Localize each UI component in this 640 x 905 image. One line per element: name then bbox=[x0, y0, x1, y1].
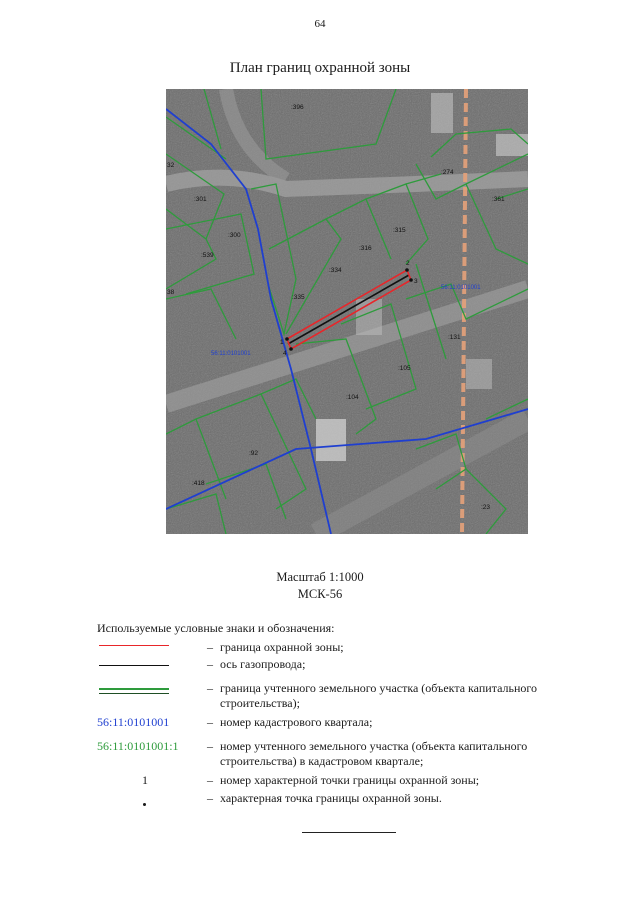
red-line-icon bbox=[99, 645, 169, 646]
coordinate-system: МСК-56 bbox=[297, 587, 343, 601]
boundary-point bbox=[289, 347, 293, 351]
parcel-label: :92 bbox=[249, 450, 259, 457]
quarter-label: 56:11:0101001 bbox=[441, 285, 481, 291]
legend-item-parcel-boundary bbox=[97, 681, 587, 715]
boundary-point bbox=[409, 278, 413, 282]
quarter-label: 56:11:0101001 bbox=[211, 351, 251, 357]
legend-dash: – bbox=[207, 773, 213, 787]
parcel-label: :300 bbox=[228, 232, 241, 239]
point-dot-icon bbox=[143, 803, 146, 806]
legend-heading: Используемые условные знаки и обозначения: bbox=[97, 621, 335, 635]
parcel-label: :316 bbox=[359, 245, 372, 252]
building bbox=[466, 359, 492, 389]
black-line-icon bbox=[99, 665, 169, 666]
building bbox=[496, 134, 528, 156]
parcel-label: 38 bbox=[167, 289, 175, 296]
parcel-label: :335 bbox=[292, 294, 305, 301]
page-title: План границ охранной зоны bbox=[229, 60, 411, 76]
legend-text: номер характерной точки границы охранной зоны; bbox=[220, 773, 480, 787]
page-number: 64 bbox=[314, 18, 326, 30]
legend-text: граница учтенного земельного участка (объекта капитального строительства); bbox=[220, 681, 538, 710]
legend-text: номер учтенного земельного участка (объекта капитального строительства) в кадастровом квартале; bbox=[220, 739, 528, 768]
scale-ratio: Масштаб 1:1000 bbox=[276, 570, 364, 584]
parcel-label: :418 bbox=[192, 480, 205, 487]
quarter-number-sample: 56:11:0101001 bbox=[97, 715, 170, 729]
boundary-point bbox=[285, 337, 289, 341]
map-svg bbox=[166, 89, 528, 534]
parcel-number-sample: 56:11:0101001:1 bbox=[97, 739, 179, 753]
legend-symbol bbox=[97, 657, 197, 675]
parcel-label: :334 bbox=[329, 267, 342, 274]
parcel-label: :315 bbox=[393, 227, 406, 234]
legend-item-gas-axis bbox=[97, 657, 587, 677]
parcel-label: :539 bbox=[201, 252, 214, 259]
cadastral-map bbox=[166, 89, 528, 534]
legend-text: характерная точка границы охранной зоны. bbox=[220, 791, 442, 805]
legend-text: номер кадастрового квартала; bbox=[220, 715, 373, 729]
legend-item-point-number bbox=[97, 773, 587, 793]
legend-dash: – bbox=[207, 739, 213, 753]
legend-dash: – bbox=[207, 791, 213, 805]
point-number-sample: 1 bbox=[142, 773, 148, 787]
parcel-label: 32 bbox=[167, 162, 175, 169]
point-number: 4 bbox=[283, 350, 287, 357]
parcel-label: :301 bbox=[194, 196, 207, 203]
boundary-point bbox=[405, 268, 409, 272]
parcel-label: :396 bbox=[291, 104, 304, 111]
parcel-label: :105 bbox=[398, 365, 411, 372]
legend-item-parcel-number bbox=[97, 739, 587, 773]
building bbox=[316, 419, 346, 461]
parcel-label: :104 bbox=[346, 394, 359, 401]
map-scale bbox=[0, 569, 640, 603]
parcel-label: :274 bbox=[441, 169, 454, 176]
point-number: 3 bbox=[414, 278, 418, 285]
legend-symbol bbox=[97, 640, 197, 658]
legend-dash: – bbox=[207, 640, 213, 654]
legend-dash: – bbox=[207, 715, 213, 729]
legend-text: ось газопровода; bbox=[220, 657, 306, 671]
legend-text: граница охранной зоны; bbox=[220, 640, 344, 654]
parcel-label: :361 bbox=[492, 196, 505, 203]
legend-symbol bbox=[97, 791, 197, 809]
legend-symbol bbox=[97, 681, 197, 699]
parcel-label: :23 bbox=[481, 504, 491, 511]
legend-dash: – bbox=[207, 681, 213, 695]
point-number: 2 bbox=[406, 260, 410, 267]
legend-dash: – bbox=[207, 657, 213, 671]
legend-item-point bbox=[97, 791, 587, 811]
bottom-rule bbox=[302, 832, 396, 833]
green-double-line-icon bbox=[99, 688, 169, 694]
point-number: 1 bbox=[280, 339, 284, 346]
parcel-label: :131 bbox=[448, 334, 461, 341]
legend-item-quarter-number bbox=[97, 715, 587, 735]
building bbox=[431, 93, 453, 133]
